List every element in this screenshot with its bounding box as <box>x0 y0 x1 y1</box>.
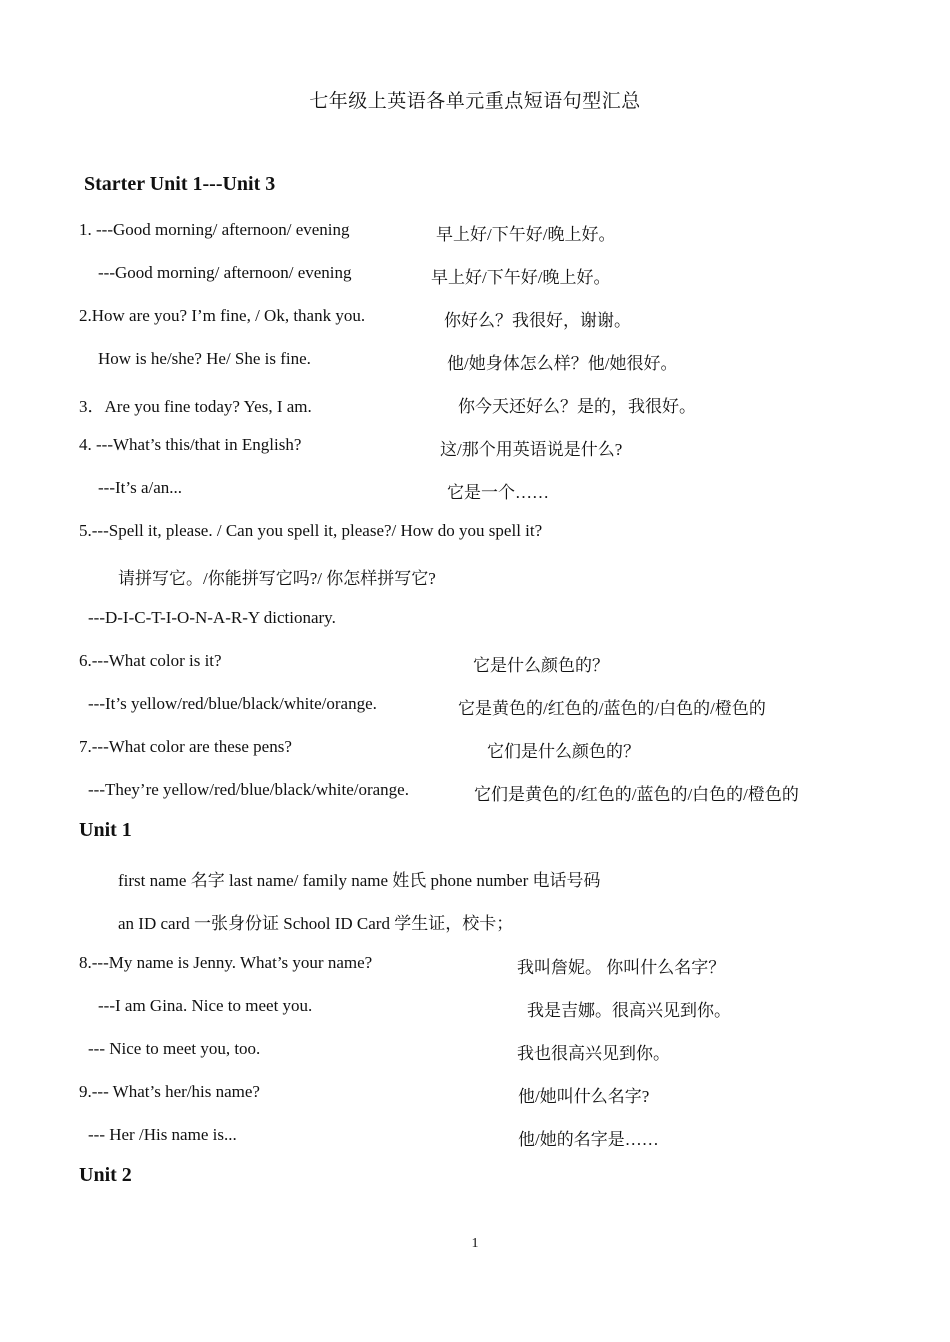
line-21-cn: 他/她的名字是…… <box>518 1130 659 1149</box>
line-18-en: ---I am Gina. Nice to meet you. <box>98 996 313 1015</box>
line-19-cn: 我也很高兴见到你。 <box>517 1044 670 1063</box>
section-heading-starter: Starter Unit 1---Unit 3 <box>84 173 276 195</box>
line-1-cn: 早上好/下午好/晚上好。 <box>436 225 616 244</box>
line-17-en: 8.---My name is Jenny. What’s your name? <box>79 953 373 972</box>
line-7-en: ---It’s a/an... <box>98 478 183 497</box>
line-4-en: How is he/she? He/ She is fine. <box>98 349 311 368</box>
line-2-en: ---Good morning/ afternoon/ evening <box>98 263 352 282</box>
line-10-en: ---D-I-C-T-I-O-N-A-R-Y dictionary. <box>88 608 336 627</box>
line-6-cn: 这/那个用英语说是什么? <box>440 440 623 459</box>
line-9-cn: 请拼写它。/你能拼写它吗?/ 你怎样拼写它? <box>118 569 436 588</box>
line-16-vocab: an ID card 一张身份证 School ID Card 学生证，校卡； <box>118 914 514 933</box>
line-17-cn: 我叫詹妮。 你叫什么名字？ <box>517 958 726 977</box>
line-11-en: 6.---What color is it? <box>79 651 222 670</box>
line-12-cn: 它是黄色的/红色的/蓝色的/白色的/橙色的 <box>458 699 766 718</box>
line-20-en: 9.--- What’s her/his name? <box>79 1082 260 1101</box>
line-20-cn: 他/她叫什么名字? <box>518 1087 650 1106</box>
section-heading-unit1: Unit 1 <box>79 819 132 841</box>
line-14-cn: 它们是黄色的/红色的/蓝色的/白色的/橙色的 <box>474 785 799 804</box>
line-4-cn: 他/她身体怎么样？他/她很好。 <box>447 354 678 373</box>
line-6-en: 4. ---What’s this/that in English? <box>79 435 302 454</box>
line-2-cn: 早上好/下午好/晚上好。 <box>431 268 611 287</box>
section-heading-unit2: Unit 2 <box>79 1164 132 1186</box>
line-12-en: ---It’s yellow/red/blue/black/white/orange. <box>88 694 377 713</box>
line-7-cn: 它是一个…… <box>447 483 549 502</box>
line-15-vocab: first name 名字 last name/ family name 姓氏 phone number 电话号码 <box>118 871 601 890</box>
page-number: 1 <box>471 1236 479 1251</box>
line-13-en: 7.---What color are these pens? <box>79 737 292 756</box>
line-5-cn: 你今天还好么？是的，我很好。 <box>458 397 696 416</box>
line-13-cn: 它们是什么颜色的？ <box>487 742 640 761</box>
line-19-en: --- Nice to meet you, too. <box>88 1039 261 1058</box>
line-8-en: 5.---Spell it, please. / Can you spell it, please?/ How do you spell it? <box>79 521 543 540</box>
line-14-en: ---They’re yellow/red/blue/black/white/orange. <box>88 780 409 799</box>
page-title: 七年级上英语各单元重点短语句型汇总 <box>309 91 641 112</box>
line-1-en: 1. ---Good morning/ afternoon/ evening <box>79 220 350 239</box>
line-5-en: 3．Are you fine today? Yes, I am. <box>79 397 312 416</box>
line-11-cn: 它是什么颜色的？ <box>473 656 609 675</box>
line-18-cn: 我是吉娜。很高兴见到你。 <box>527 1001 731 1020</box>
line-3-en: 2.How are you? I’m fine, / Ok, thank you. <box>79 306 366 325</box>
line-3-cn: 你好么？我很好，谢谢。 <box>444 311 631 330</box>
line-21-en: --- Her /His name is... <box>88 1125 237 1144</box>
